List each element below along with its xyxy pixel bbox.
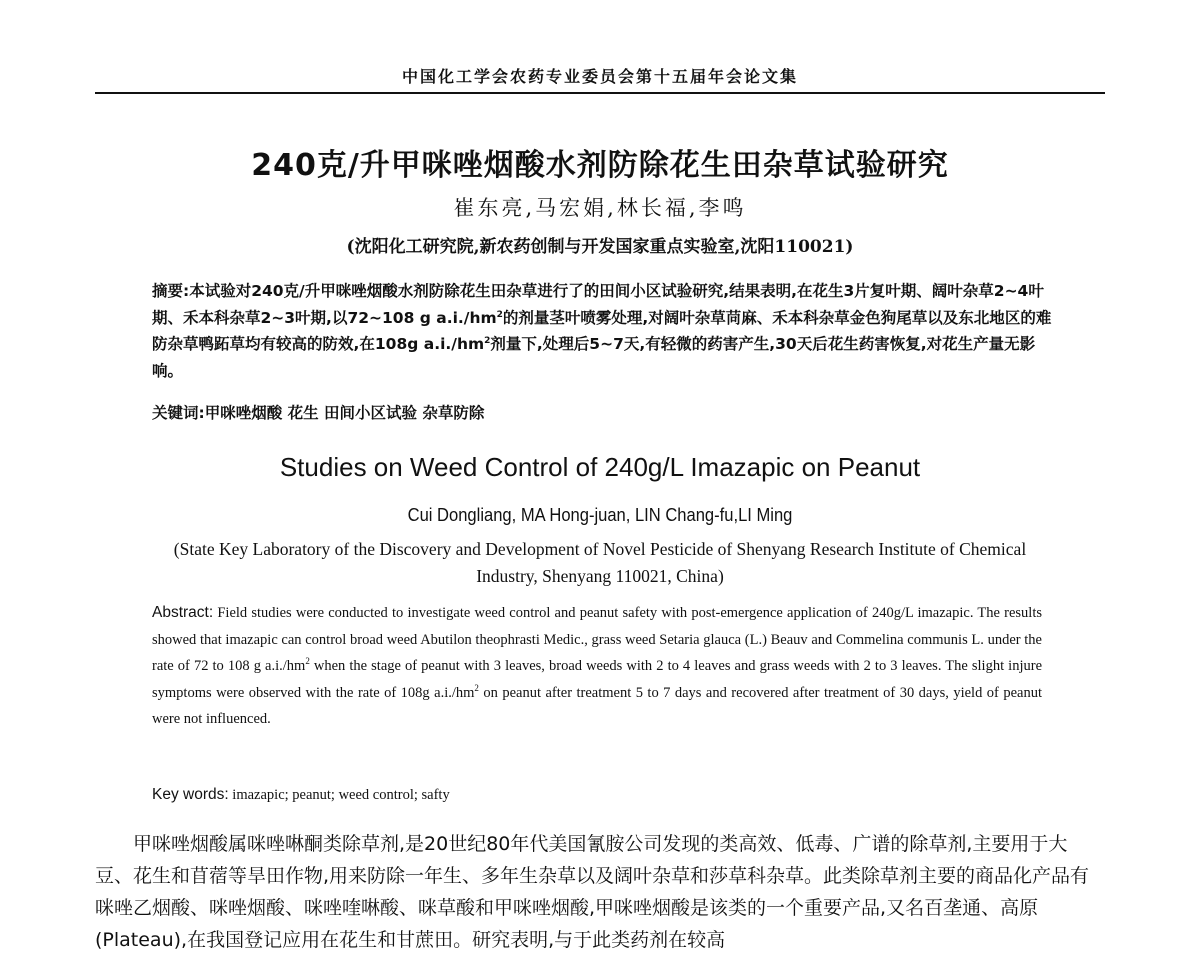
english-abstract-text-1: Field studies were conducted to investigate weed control and peanut safety with post-emergence application of 240g/L imazapic. The results showed that imazapic can control broad weed Abutilon theophrasti Medic., grass weed Setaria glauca (L.) Beauv and Commelina communis L. under the rate of 72 to 108 g a.i./hm <box>152 605 1042 674</box>
chinese-abstract-text-1: 本试验对240克/升甲咪唑烟酸水剂防除花生田杂草进行了的田间小区试验研究,结果表明,在花生3片复叶期、阔叶杂草2~4叶期、禾本科杂草2~3叶期,以72~108 g a.i./hm <box>152 282 1044 327</box>
superscript: 2 <box>496 309 503 320</box>
chinese-affiliation: (沈阳化工研究院,新农药创制与开发国家重点实验室,沈阳110021) <box>346 237 854 257</box>
chinese-authors: 崔东亮,马宏娟,林长福,李鸣 <box>453 196 747 220</box>
english-keywords <box>152 782 1042 808</box>
english-keywords-text: imazapic; peanut; weed control; safty <box>228 787 450 803</box>
body-paragraph: 甲咪唑烟酸属咪唑啉酮类除草剂,是20世纪80年代美国氰胺公司发现的类高效、低毒、广谱的除草剂,主要用于大豆、花生和苜蓿等旱田作物,用来防除一年生、多年生杂草以及阔叶杂草和莎草科杂草。此类除草剂主要的商品化产品有咪唑乙烟酸、咪唑烟酸、咪唑喹啉酸、咪草酸和甲咪唑烟酸,甲咪唑烟酸是该类的一个重要产品,又名百垄通、高原(Plateau),在我国登记应用在花生和甘蔗田。研究表明,与于此类药剂在较高 <box>95 833 1090 951</box>
english-affiliation: (State Key Laboratory of the Discovery and Development of Novel Pesticide of Shenyang Research Institute of Chemical Industry, Shenyang 110021, China) <box>173 539 1027 586</box>
english-authors: Cui Dongliang, MA Hong-juan, LIN Chang-fu,LI Ming <box>407 505 793 525</box>
superscript: 2 <box>484 335 491 346</box>
chinese-keywords <box>152 400 1052 426</box>
english-keywords-label: Key words: <box>152 786 229 803</box>
chinese-title: 240克/升甲咪唑烟酸水剂防除花生田杂草试验研究 <box>251 148 949 183</box>
english-abstract <box>152 600 1042 733</box>
chinese-abstract-text-3: 剂量下,处理后5~7天,有轻微的药害产生,30天后花生药害恢复,对花生产量无影响。 <box>152 335 1036 380</box>
english-abstract-text-3: on peanut after treatment 5 to 7 days and recovered after treatment of 30 days, yield of peanut were not influenced. <box>152 684 1042 727</box>
header-rule <box>95 92 1105 94</box>
chinese-abstract <box>152 278 1052 384</box>
chinese-abstract-label: 摘要: <box>152 282 190 300</box>
running-header: 中国化工学会农药专业委员会第十五届年会论文集 <box>401 67 798 86</box>
superscript: 2 <box>474 682 479 693</box>
english-abstract-label: Abstract: <box>152 604 214 621</box>
english-abstract-text-2: when the stage of peanut with 3 leaves, broad weeds with 2 to 4 leaves and grass weeds with 2 to 3 leaves. The slight injure symptoms were observed with the rate of 108g a.i./hm <box>152 658 1043 701</box>
chinese-keywords-text: 甲咪唑烟酸 花生 田间小区试验 杂草防除 <box>204 404 485 422</box>
english-title: Studies on Weed Control of 240g/L Imazapic on Peanut <box>279 452 921 482</box>
superscript: 2 <box>305 656 310 667</box>
chinese-abstract-text-2: 的剂量茎叶喷雾处理,对阔叶杂草苘麻、禾本科杂草金色狗尾草以及东北地区的难防杂草鸭跖草均有较高的防效,在108g a.i./hm <box>152 308 1052 353</box>
chinese-keywords-label: 关键词: <box>152 404 205 422</box>
